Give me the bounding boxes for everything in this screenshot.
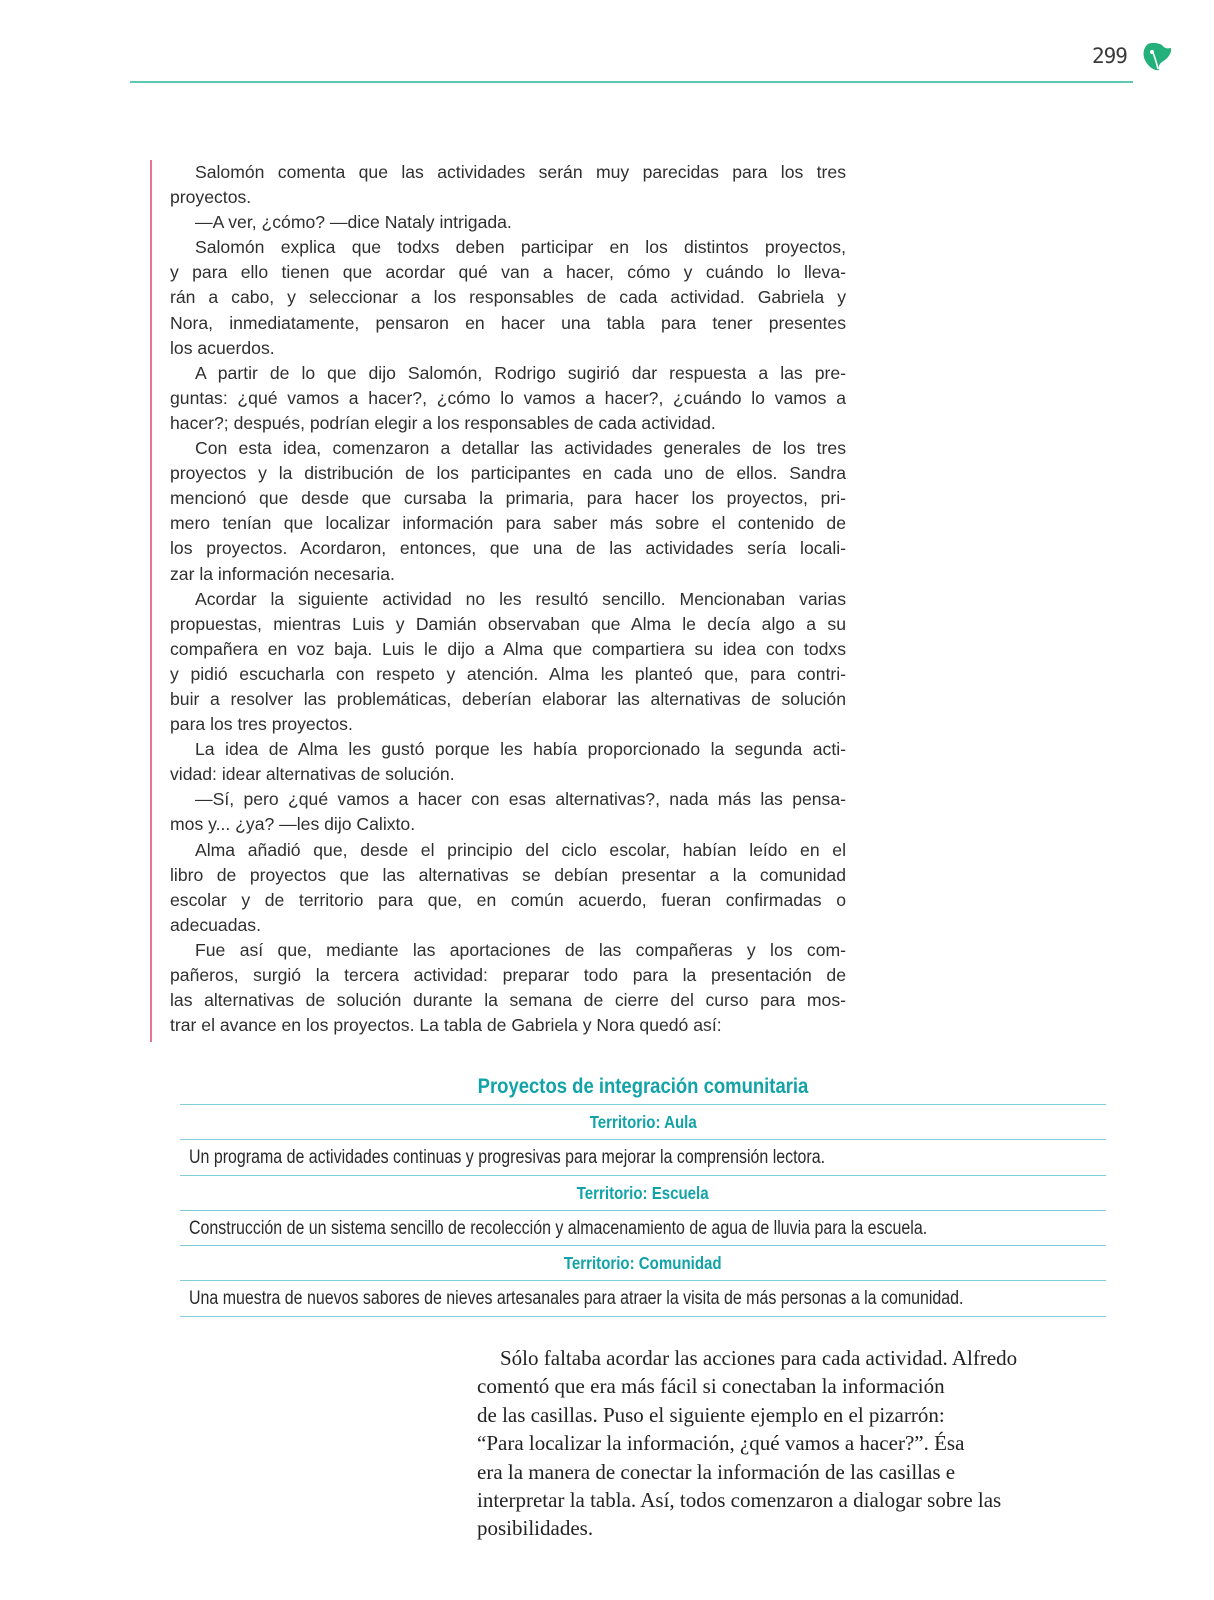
body-line: compañera en voz baja. Luis le dijo a Alma que compartiera su idea con todxs [170,638,846,659]
body-line: Acordar la siguiente actividad no les resultó sencillo. Mencionaban varias [195,588,846,609]
body-line: La idea de Alma les gustó porque les había proporcionado la segunda acti- [195,739,846,760]
body-line: —A ver, ¿cómo? —dice Nataly intrigada. [195,212,512,233]
table-title: Proyectos de integración comunitaria [477,1075,809,1098]
body-line: y para ello tienen que acordar qué van a hacer, cómo y cuándo lo lleva- [170,262,846,283]
body-line: —Sí, pero ¿qué vamos a hacer con esas alternativas?, nada más las pensa- [195,789,846,810]
territory-label: Territorio: Escuela [577,1182,709,1203]
territory-label: Territorio: Comunidad [564,1253,722,1273]
body-line: mos y... ¿ya? —les dijo Calixto. [170,814,416,835]
project-description-row [180,1139,1106,1175]
territory-header [180,1245,1106,1280]
body-line: para los tres proyectos. [170,714,353,735]
body-line: Con esta idea, comenzaron a detallar las actividades generales de los tres [195,438,846,459]
body-line: Alma añadió que, desde el principio del ciclo escolar, habían leído en el [195,839,846,860]
body-line: rán a cabo, y seleccionar a los responsables de cada actividad. Gabriela y [170,287,846,308]
leaf-mascot-icon [1140,40,1174,74]
body-line: mencionó que desde que cursaba la primaria, para hacer los proyectos, pri- [170,488,846,509]
narrative-text [170,160,846,1038]
body-line: escolar y de territorio para que, en común acuerdo, fueran confirmadas o [170,889,846,910]
project-description: Una muestra de nuevos sabores de nieves artesanales para atraer la visita de más personas a la comunidad. [189,1288,964,1309]
body-line: Salomón comenta que las actividades serán muy parecidas para los tres [195,162,846,182]
closing-line: “Para localizar la información, ¿qué vamos a hacer?”. Ésa [477,1431,965,1456]
body-line: propuestas, mientras Luis y Damián observaban que Alma le decía algo a su [170,613,846,634]
projects-table [180,1104,1106,1317]
body-line: proyectos. [170,187,252,208]
body-line: zar la información necesaria. [170,563,395,584]
margin-rule [150,160,152,1042]
project-description-row [180,1280,1106,1316]
body-line: trar el avance en los proyectos. La tabla de Gabriela y Nora quedó así: [170,1015,722,1036]
body-line: vidad: idear alternativas de solución. [170,764,455,785]
territory-header [180,1104,1106,1139]
body-line: hacer?; después, podrían elegir a los responsables de cada actividad. [170,412,716,433]
body-line: Salomón explica que todxs deben participar en los distintos proyectos, [195,237,846,258]
body-line: adecuadas. [170,914,261,935]
body-line: pañeros, surgió la tercera actividad: preparar todo para la presentación de [170,965,846,985]
project-description: Un programa de actividades continuas y progresivas para mejorar la comprensión lectora. [189,1147,826,1168]
closing-line: Sólo faltaba acordar las acciones para cada actividad. Alfredo [500,1346,1018,1370]
closing-line: interpretar la tabla. Así, todos comenzaron a dialogar sobre las [477,1487,1002,1512]
body-line: libro de proyectos que las alternativas se debían presentar a la comunidad [170,864,846,885]
page-number: 299 [1092,44,1127,68]
body-line: las alternativas de solución durante la semana de cierre del curso para mos- [170,990,846,1011]
closing-line: de las casillas. Puso el siguiente ejemplo en el pizarrón: [477,1402,945,1427]
closing-line: posibilidades. [477,1516,594,1541]
body-line: los proyectos. Acordaron, entonces, que una de las actividades sería locali- [170,538,846,559]
body-line: buir a resolver las problemáticas, deberían elaborar las alternativas de solución [170,688,846,709]
header-rule [130,81,1133,83]
project-description-row [180,1210,1106,1246]
project-description: Construcción de un sistema sencillo de recolección y almacenamiento de agua de lluvia para la escuela. [189,1217,928,1239]
body-line: A partir de lo que dijo Salomón, Rodrigo sugirió dar respuesta a las pre- [195,362,846,383]
territory-header [180,1175,1106,1210]
body-line: Nora, inmediatamente, pensaron en hacer una tabla para tener presentes [170,312,846,333]
body-line: proyectos y la distribución de los participantes en cada uno de ellos. Sandra [170,463,846,484]
body-line: Fue así que, mediante las aportaciones de las compañeras y los com- [195,939,846,960]
body-line: los acuerdos. [170,337,275,358]
body-line: y pidió escucharla con respeto y atención. Alma les planteó que, para contri- [170,663,846,684]
closing-line: comentó que era más fácil si conectaban la información [477,1374,945,1399]
territory-label: Territorio: Aula [589,1112,697,1132]
closing-paragraph [477,1344,1077,1543]
body-line: guntas: ¿qué vamos a hacer?, ¿cómo lo vamos a hacer?, ¿cuándo lo vamos a [170,387,846,408]
body-line: mero tenían que localizar información para saber más sobre el contenido de [170,513,846,534]
closing-line: era la manera de conectar la información de las casillas e [477,1459,956,1484]
